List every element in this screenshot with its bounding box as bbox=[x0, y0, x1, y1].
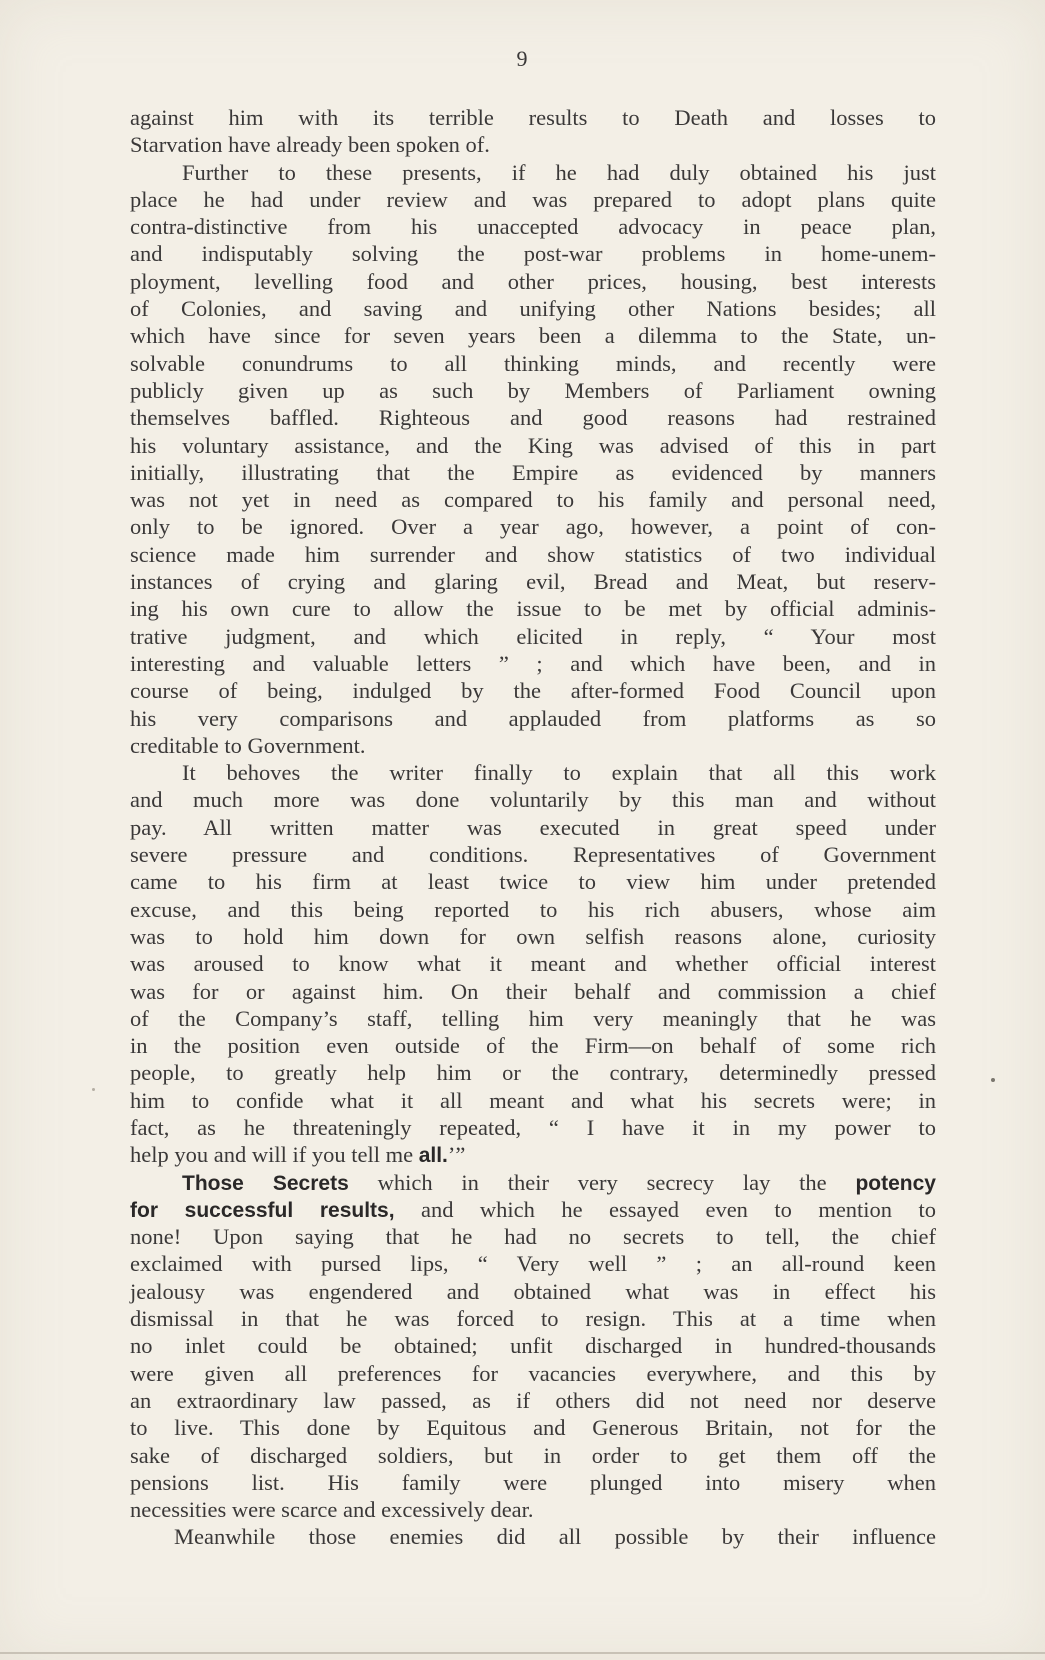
text-line: and indisputably solving the post-war problems in home-unem- bbox=[130, 241, 936, 267]
emphasis-text: potency bbox=[855, 1171, 936, 1195]
text-line: in the position even outside of the Firm—on behalf of some rich bbox=[130, 1033, 936, 1059]
text-line: none! Upon saying that he had no secrets to tell, the chief bbox=[130, 1224, 936, 1250]
text-line: publicly given up as such by Members of Parliament owning bbox=[130, 377, 936, 403]
text-line: jealousy was engendered and obtained what was in effect his bbox=[130, 1278, 936, 1304]
text-line: him to confide what it all meant and what his secrets were; in bbox=[130, 1087, 936, 1113]
text-line: was to hold him down for own selfish reasons alone, curiosity bbox=[130, 923, 936, 949]
text-fragment: help you and will if you tell me bbox=[130, 1142, 419, 1168]
paragraph-1 bbox=[130, 104, 936, 159]
text-line: sake of discharged soldiers, but in order to get them off the bbox=[130, 1442, 936, 1468]
text-line: an extraordinary law passed, as if others did not need nor deserve bbox=[130, 1387, 936, 1413]
text-fragment: and which he essayed even to mention to bbox=[394, 1196, 936, 1222]
text-line: interesting and valuable letters ” ; and which have been, and in bbox=[130, 650, 936, 676]
text-line: themselves baffled. Righteous and good reasons had restrained bbox=[130, 405, 936, 431]
text-line: instances of crying and glaring evil, Bread and Meat, but reserv- bbox=[130, 569, 936, 595]
page-number: 9 bbox=[516, 46, 529, 71]
text-line: of the Company’s staff, telling him very meaningly that he was bbox=[130, 1005, 936, 1031]
paragraph-4 bbox=[130, 1169, 936, 1524]
text-line: his very comparisons and applauded from platforms as so bbox=[130, 705, 936, 731]
text-line: was aroused to know what it meant and whether official interest bbox=[130, 951, 936, 977]
text-line: was not yet in need as compared to his family and personal need, bbox=[130, 487, 936, 513]
text-line: exclaimed with pursed lips, “ Very well ” ; an all-round keen bbox=[130, 1251, 936, 1277]
text-line bbox=[130, 1196, 936, 1223]
text-line: It behoves the writer finally to explain that all this work bbox=[182, 760, 936, 786]
text-line bbox=[130, 1169, 936, 1196]
emphasis-text: Those Secrets bbox=[182, 1171, 349, 1195]
text-line: place he had under review and was prepared to adopt plans quite bbox=[130, 186, 936, 212]
page-edge bbox=[0, 1652, 1045, 1654]
text-line: pensions list. His family were plunged into misery when bbox=[130, 1469, 936, 1495]
text-line: severe pressure and conditions. Representatives of Government bbox=[130, 842, 936, 868]
text-fragment: which in their very secrecy lay the bbox=[348, 1169, 856, 1195]
text-line: to live. This done by Equitous and Generous Britain, not for the bbox=[130, 1415, 936, 1441]
text-line: trative judgment, and which elicited in reply, “ Your most bbox=[130, 623, 936, 649]
text-line: and much more was done voluntarily by this man and without bbox=[130, 787, 936, 813]
text-line: science made him surrender and show statistics of two individual bbox=[130, 541, 936, 567]
text-line: fact, as he threateningly repeated, “ I have it in my power to bbox=[130, 1114, 936, 1140]
text-line: ing his own cure to allow the issue to be met by official adminis- bbox=[130, 596, 936, 622]
body-text bbox=[130, 104, 936, 1551]
text-line: contra-distinctive from his unaccepted advocacy in peace plan, bbox=[130, 214, 936, 240]
paper-speck bbox=[991, 1078, 995, 1082]
text-line: which have since for seven years been a dilemma to the State, un- bbox=[130, 323, 936, 349]
paragraph-2 bbox=[130, 159, 936, 760]
text-line: ployment, levelling food and other prices, housing, best interests bbox=[130, 268, 936, 294]
text-line: against him with its terrible results to Death and losses to bbox=[130, 105, 936, 130]
text-line: of Colonies, and saving and unifying other Nations besides; all bbox=[130, 296, 936, 322]
text-line: pay. All written matter was executed in great speed under bbox=[130, 814, 936, 840]
text-line: course of being, indulged by the after-formed Food Council upon bbox=[130, 678, 936, 704]
text-line: came to his firm at least twice to view him under pretended bbox=[130, 869, 936, 895]
text-line: solvable conundrums to all thinking minds, and recently were bbox=[130, 350, 936, 376]
paragraph-3 bbox=[130, 759, 936, 1168]
text-fragment: ’” bbox=[447, 1142, 466, 1168]
text-line: only to be ignored. Over a year ago, however, a point of con- bbox=[130, 514, 936, 540]
text-line: excuse, and this being reported to his rich abusers, whose aim bbox=[130, 896, 936, 922]
text-line: were given all preferences for vacancies everywhere, and this by bbox=[130, 1360, 936, 1386]
text-line: Further to these presents, if he had duly obtained his just bbox=[182, 159, 936, 185]
emphasis-text: all. bbox=[418, 1144, 448, 1168]
text-line bbox=[130, 1141, 936, 1168]
text-line: creditable to Government. bbox=[130, 732, 366, 758]
text-line: necessities were scarce and excessively dear. bbox=[130, 1497, 534, 1523]
text-line: Meanwhile those enemies did all possible by their influence bbox=[174, 1524, 936, 1550]
paragraph-5 bbox=[130, 1523, 936, 1550]
text-line: was for or against him. On their behalf and commission a chief bbox=[130, 978, 936, 1004]
text-line: no inlet could be obtained; unfit discharged in hundred-thousands bbox=[130, 1333, 936, 1359]
text-line: initially, illustrating that the Empire as evidenced by manners bbox=[130, 459, 936, 485]
paper-speck bbox=[92, 1088, 95, 1091]
text-line: people, to greatly help him or the contrary, determinedly pressed bbox=[130, 1060, 936, 1086]
text-line: his voluntary assistance, and the King was advised of this in part bbox=[130, 432, 936, 458]
text-line: dismissal in that he was forced to resign. This at a time when bbox=[130, 1306, 936, 1332]
emphasis-text: for successful results, bbox=[130, 1198, 395, 1222]
text-line: Starvation have already been spoken of. bbox=[130, 132, 490, 158]
